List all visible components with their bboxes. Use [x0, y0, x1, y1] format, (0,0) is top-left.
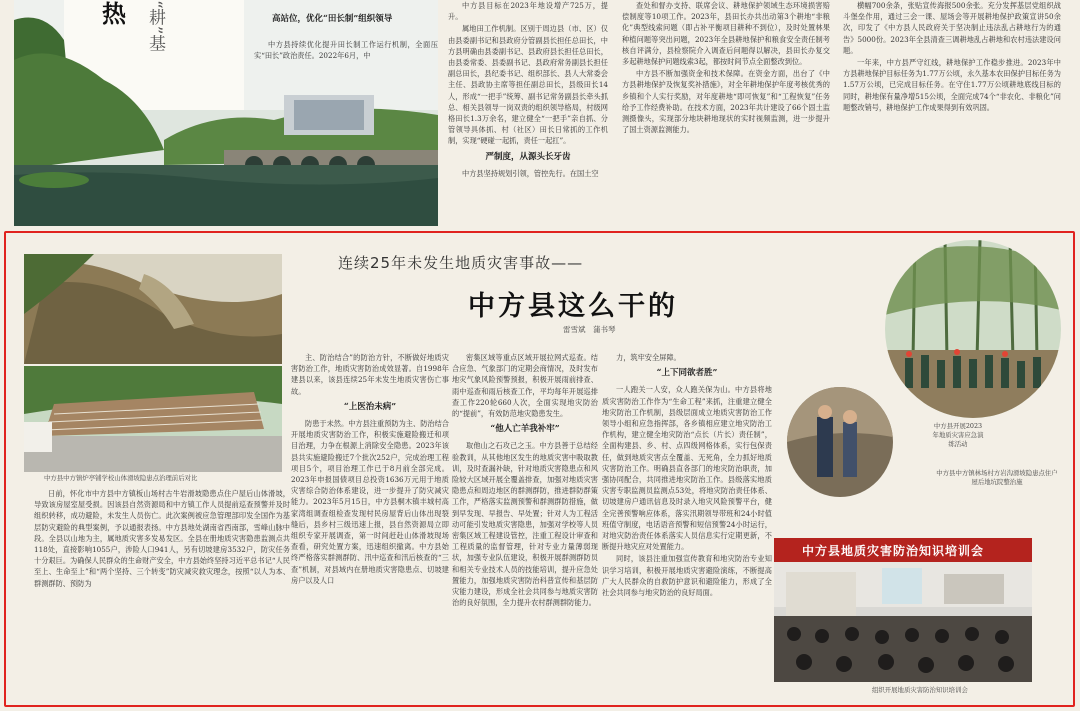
col-a-text: 日前，怀化市中方县中方镇板山场村古牛岩滑坡隐患点住户屋后山体滑坡，导致该房屋室屋受损。因该县自然资源局和中方镇工作人员提前巡查预警并及时组织转移，成功避险，未发生人员伤亡。此次案例被应急管理部印发全国作为基层防灾避险的典型案例，予以通报表扬。中方县地处湖南省西南部，雪峰山脉中段。全县以山地为主，属地质灾害多发易发区。全县在册地质灾害隐患监测点共118处，直接影响1055户，涉险人口941人，另有切坡建房3532户，防灾任务十分艰巨。为确保人民群众的生命财产安全，中方县始终坚持习近平总书记“人民至上、生命至上”和“两个坚持、三个转变”防灾减灾救灾理念，按照“以人为本、群测群防、预防为	[34, 489, 290, 588]
photo3-caption: 组织开展地质灾害防治知识培训会	[872, 686, 968, 694]
col-c-text2: 取他山之石攻己之玉。中方县善于总结经验教训，从其他地区发生的地质灾害中吸取教训，及时查漏补缺，针对地质灾害隐患点和风险较大区域开展全覆盖排查，加强对地质灾害隐患点和周边地区的群测群防，推进群防群策工作，严格落实监测预警和群测群防措施，做到早发现、早报告、早处置；针对人为工程活动可能引发地质灾害隐患，加强对学校等人员密集区域工程建设管控，注重工程设计审查和工程质量的监督管理，针对专业力量薄弱现状，加强专业队伍建设，积极开展群测群防员和相关专业技术人员的技能培训，提升应急处置能力，加强地质灾害防治科普宣传和基层防灾能力建设，形成全社会共同参与地质灾害防治的良好氛围，全力提升农村群测群防能力。	[452, 441, 598, 608]
top-col1-heading: 高站位，优化“田长制”组织领导	[272, 14, 393, 24]
training-meeting-photo	[774, 538, 1032, 682]
top-column-3	[622, 0, 830, 196]
top-col4-text1: 横幅700余条，张贴宣传海报500余张。充分发挥基层党组织战斗堡垒作用，通过三会一课、屋场会等开展耕地保护政策宣讲50余次，印发了《中方县人民政府关于坚决制止违法乱占耕地行为的通告》5000份。2023年全县清查三调耕地乱占耕地和农村违法建设问题。	[843, 1, 1061, 55]
top-column-4	[843, 0, 1061, 196]
article-column-b	[291, 352, 449, 700]
article-headline: 中方县这么干的	[468, 291, 678, 322]
article-byline: 雷雪斌 蒲书琴	[563, 325, 616, 334]
col-b-text: 防患于未然。中方县注重预防为主、防治结合开展地质灾害防治工作，积极实施避险搬迁和项目治理，力争在根源上消除安全隐患。2023年该县共实施避险搬迁7个批次252户，完成治理工程项目5个，项目治理工作已于8月前全部完成。2023年申报国债项目总投资1636万元用于地质灾害综合防治体系建设，进一步提升了防灾减灾能力。2023年5月15日，中方县桐木镇丰城村高家湾组调查组检查发现村民房屋背后山体出现裂缝后，县乡村三级迅速上报，县自然资源局立即组织专家开展调查，第一时间赶赴山体滑坡现场查看，研究处置方案，迅速组织撤离。中方县始终严格落实群测群防、汛中巡查和汛后核查的“三查”机制，对县域内在册地质灾害隐患点、切坡建房户以及人口	[291, 419, 449, 585]
article-column-d	[602, 352, 772, 700]
article	[8, 234, 1072, 704]
inspection-photo	[784, 384, 896, 500]
col-d-text2: 同时，该县注重加强宣传教育和地灾防治专业知识学习培训，积极开展地质灾害避险演练，不断提高广大人民群众的自救防护意识和避险能力，形成了全社会共同参与地灾防治的良好局面。	[602, 554, 772, 598]
calligraphy-char-1: 热	[102, 0, 126, 28]
col-d-text1: 一人跑关一人安，众人跑关保为山。中方县将地质灾害防治工作作为“生命工程”来抓，注重建立健全地灾防治工作机制，县级层面成立地质灾害防治工作领导小组和应急指挥部，各乡镇相应建立地灾防治工作机构，建立健全地灾防治“点长（片长）责任制”，全面构建县、乡、村、点四级网格体系，实行包保责任，做到地质灾害点全覆盖、无死角，全力抓好地质灾害防治工作。明确县直各部门的地灾防治职责，加强协同配合，共同推进地灾防治工作。县级落实地质灾害专职监测员监测点53处，将地灾防治责任体系、切坡建房户通讯信息及时录入地灾风险预警平台，健全完善预警响应体系，落实汛期领导带班和24小时值班值守制度，电话语音预警和短信预警24小时运行，对地灾防治责任体系落实人员信息实行定期更新，不断提升地灾应对处置能力。	[602, 385, 772, 552]
top-col3-text2: 中方县不断加强资金和技术保障。在资金方面，出台了《中方县耕地保护及恢复奖补措施》，对全年耕地保护年度考核优秀的乡镇和个人实行奖励，对年度耕地“即可恢复”和“工程恢复”任务给予工作经费补助。在技术方面，2023年共计建设了66个固土监测摄像头，实现部分地块耕地现状的实时视频监测，进一步提升了国土资源监测能力。	[622, 69, 830, 135]
photo2-caption2: 中方县中方镇林场村方岩沟滑坡隐患点住户屋后地坑院整治施	[936, 469, 1058, 486]
top-col2-text3: 中方县坚持规划引领，管控先行。在国土空	[462, 168, 599, 178]
top-col1-text: 中方县持续优化提升田长制工作运行机制，全面压实“田长”政治责任。2022年6月，中	[254, 40, 438, 61]
col-b-intro: 主、防治结合”的防治方针，不断做好地质灾害防治工作，地质灾害防治成效显著。自1998年建县以来，该县连续25年未发生地质灾害伤亡事故。	[291, 353, 449, 396]
photo2-caption1: 中方县开展2023年地质灾害应急演练活动	[932, 422, 984, 448]
meeting-banner-text: 中方县地质灾害防治知识培训会	[802, 544, 985, 558]
top-col2-text2: 属地田工作机制。区别于周边县（市、区）仅由县委副书记和县政府分管副县长担任总田长，中方县明确由县委副书记、县政府县长担任总田长，由县委常委、县委副书记、县政府常务副县长担任副总田长，县纪委书记、组织部长、县人大常委会主任、县政协主席等担任副总田长，县级田长14人，形成“一把手”统筹、副书记常务副县长牵头抓总、相关县领导一岗双责的组织领导格局，村级网格田长1.3万余名，建立健全“一把手”亲自抓、分管领导具体抓、村（社区）田长日常抓的工作机制，实现“硬碰一起抓，责任一起扛”。	[448, 24, 608, 146]
article-column-c	[452, 352, 598, 700]
top-col2-heading: 严制度，从源头长牙齿	[485, 151, 571, 162]
col-b-heading: “上医治未病”	[343, 401, 397, 412]
top-column-1	[254, 12, 438, 72]
drill-group-photo	[885, 240, 1061, 418]
landslide-before-after-photo	[24, 254, 282, 472]
col-d-intro: 力，筑牢安全屏障。	[616, 353, 681, 362]
top-column-2	[448, 0, 608, 196]
top-col4-text2: 一年来，中方县严守红线，耕地保护工作稳步推进。2023年中方县耕地保护目标任务为1.77万公顷，永久基本农田保护目标任务为1.57万公顷，已完成目标任务。在守住1.77万公顷耕地底线目标的同时，耕地保有量净增515公顷，全面完成74个“非农化、非粮化”问题整改销号，耕地保护工作成果得到有效巩固。	[843, 58, 1061, 112]
col-d-heading: “上下同欲者胜”	[656, 368, 718, 379]
col-c-text1: 密集区域等重点区域开展拉网式巡查。结合应急、气象部门的定期会商情况，及时发布地灾气象风险预警预报，积极开展雨前排查、雨中巡查和雨后核查工作，平均每年开展巡排查工作220轮660人次，全面实现地灾防治的“提前”，有效防范地灾隐患发生。	[452, 353, 598, 419]
article-kicker: 连续25年未发生地质灾害事故——	[338, 254, 584, 272]
calligraphy-char-2: “耕”基	[145, 0, 165, 52]
col-c-heading: “他人亡羊我补牢”	[490, 424, 560, 435]
top-col2-text1: 中方县目标在2023年地设增产725万，提升。	[448, 1, 608, 22]
article-column-a	[34, 488, 290, 700]
top-col3-text1: 查处和督办支持、联席会议、耕地保护领域生态环境损害赔偿制度等10项工作。2023年，县田长办共出动第3个耕地“非粮化”典型线索问题（即占补平衡项目耕种不到位），及时处置林果种植问题等突出问题，2023年全县耕地保护和粮食安全责任制考核自评满分，县检察院介入调查后问题得以解决，县田长办复交多起耕地保护问题线索3起，都按时间节点全面整改到位。	[622, 1, 830, 67]
top-section	[0, 0, 1080, 228]
photo1-caption: 中方县中方镇炉亭铺学校山体滑坡隐患点治理前后对比	[44, 474, 198, 482]
